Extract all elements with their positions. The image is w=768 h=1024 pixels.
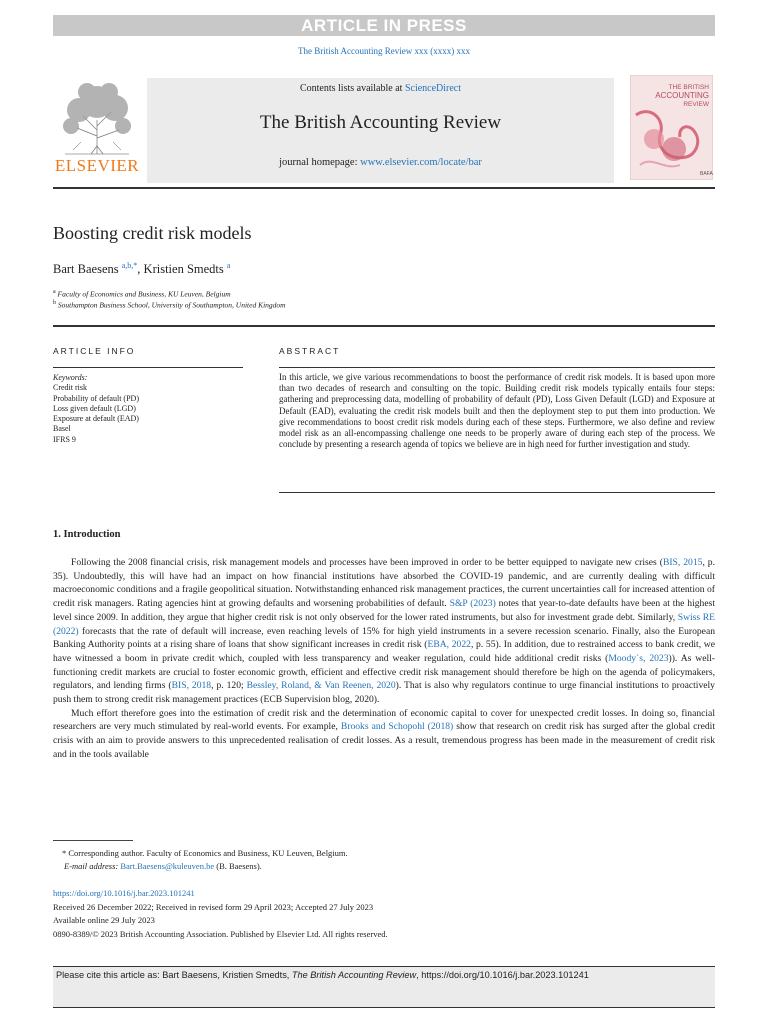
citation-text xyxy=(56,970,712,980)
keyword-item: Probability of default (PD) xyxy=(53,393,139,403)
homepage-prefix: journal homepage: xyxy=(279,157,361,168)
citation-link[interactable]: Swiss RE (2022) xyxy=(53,611,716,637)
cover-title-line1: THE BRITISH xyxy=(668,84,709,91)
available-online: Available online 29 July 2023 xyxy=(53,915,155,925)
abstract-heading: ABSTRACT xyxy=(279,346,341,356)
affiliation-a xyxy=(53,289,231,299)
paragraph-text: ). That is also why regulators continue to urge financial institutions to proactively push them to strong credit risk management practices (ECB Supervision blog, 2020). xyxy=(53,680,715,706)
affiliation-mark: b xyxy=(53,300,56,306)
copyright-line: 0890-8389/© 2023 British Accounting Association. Published by Elsevier Ltd. All rights reserved. xyxy=(53,929,388,939)
affiliation-text: Faculty of Economics and Business, KU Leuven, Belgium xyxy=(57,289,231,299)
contents-line xyxy=(147,83,614,94)
affiliation-mark: a xyxy=(53,289,56,295)
footnote-rule xyxy=(53,840,133,841)
cover-title-line2: ACCOUNTING xyxy=(655,91,709,100)
paragraph-text: Following the 2008 financial crisis, risk management models and processes have been improved in order to be better equipped to navigate new crises ( xyxy=(71,557,663,568)
author-name[interactable]: Kristien Smedts xyxy=(143,262,224,277)
author-affiliation-marks[interactable]: a,b,* xyxy=(121,261,138,270)
article-in-press-banner: ARTICLE IN PRESS xyxy=(53,15,715,36)
abstract-rule xyxy=(279,367,715,368)
author-name[interactable]: Bart Baesens xyxy=(53,262,119,277)
paragraph-text: notes that year-to-date defaults have been at the highest level since 2009. In addition, they argue that higher credit risk is not only observed for the lower rated instruments, but also for investment grade debt. Similarly, xyxy=(53,598,715,623)
paragraph-text: show that research on credit risk has surged after the global credit crisis with an aim to provide answers to this unprecedented realisation of credit losses. As a result, tremendous progress has been made in the measurement of credit risk and in the tools available xyxy=(53,721,715,760)
author-separator: , xyxy=(137,262,144,277)
paragraph xyxy=(53,556,715,707)
author-list xyxy=(53,261,230,277)
footnote-text: Corresponding author. Faculty of Economics and Business, KU Leuven, Belgium. xyxy=(68,848,348,858)
journal-reference-link[interactable]: The British Accounting Review xxx (xxxx) xxx xyxy=(298,46,470,56)
affiliation-b xyxy=(53,300,286,310)
doi-link[interactable]: https://doi.org/10.1016/j.bar.2023.101241 xyxy=(53,888,195,898)
email-label: E-mail address: xyxy=(64,861,119,871)
paragraph-text: , p. 35). Undoubtedly, this will have had an impact on how financial institutions have absorbed the COVID-19 pandemic, and are currently dealing with difficult macroeconomic conditions and a fragile geopolitical situation. Notwithstanding enhanced risk management practices, the current uncertainties call for increased attention of credit risk managers. Rating agencies hint at growing defaults and worsening probabilities of default. xyxy=(53,557,716,610)
sciencedirect-link[interactable]: ScienceDirect xyxy=(404,83,462,94)
contents-prefix: Contents lists available at xyxy=(299,83,405,94)
keyword-item: Loss given default (LGD) xyxy=(53,403,136,413)
keyword-item: Credit risk xyxy=(53,383,87,393)
keywords-block xyxy=(53,373,243,445)
paragraph-text: Much effort therefore goes into the estimation of credit risk and the determination of economic capital to cover for unexpected credit losses. In doing so, financial researchers are very much stimulated by real-world events. For example, xyxy=(53,707,715,733)
introduction-heading: 1. Introduction xyxy=(53,529,121,540)
citation-link[interactable]: BIS, 2015 xyxy=(662,557,703,568)
citation-link[interactable]: BIS, 2018 xyxy=(171,680,212,692)
citation-link[interactable]: Bessley, Roland, & Van Reenen, 2020 xyxy=(246,680,396,692)
citation-link[interactable]: EBA, 2022 xyxy=(427,639,471,651)
corresponding-author-note xyxy=(62,848,348,858)
affiliation-text: Southampton Business School, University of Southampton, United Kingdom xyxy=(57,300,286,310)
keyword-item: Basel xyxy=(53,424,71,434)
paragraph xyxy=(53,707,715,762)
homepage-line xyxy=(147,157,614,168)
paragraph-text: )). As well-functioning credit markets are crucial to foster economic growth, efficient and effective credit risk management should therefore be high on the agenda of policymakers, regulators, and lending firms ( xyxy=(53,652,715,692)
abstract-bottom-rule xyxy=(279,492,715,493)
section-rule xyxy=(53,325,715,327)
journal-title: The British Accounting Review xyxy=(259,112,502,133)
email-suffix: (B. Baesens). xyxy=(216,861,262,871)
homepage-link[interactable]: www.elsevier.com/locate/bar xyxy=(360,157,482,168)
received-dates: Received 26 December 2022; Received in revised form 29 April 2023; Accepted 27 July 2023 xyxy=(53,902,374,912)
introduction-body xyxy=(53,556,715,762)
cover-title-line3: REVIEW xyxy=(683,101,709,108)
citation-link[interactable]: S&P (2023) xyxy=(449,598,496,610)
keyword-item: IFRS 9 xyxy=(53,434,76,444)
elsevier-tree-icon xyxy=(53,80,141,156)
cover-badge: BAFA xyxy=(700,171,713,177)
journal-header-box xyxy=(147,78,614,183)
article-title: Boosting credit risk models xyxy=(53,223,252,243)
citation-box xyxy=(53,966,715,1008)
journal-cover-image xyxy=(630,75,713,180)
header-rule xyxy=(53,187,715,189)
elsevier-logo xyxy=(53,80,141,175)
article-info-heading: ARTICLE INFO xyxy=(53,346,136,356)
article-info-rule xyxy=(53,367,243,368)
citation-link[interactable]: Brooks and Schopohl (2018) xyxy=(340,721,454,733)
elsevier-wordmark: ELSEVIER xyxy=(54,156,140,175)
citation-journal: The British Accounting Review xyxy=(291,970,417,980)
keyword-item: Exposure at default (EAD) xyxy=(53,414,139,424)
keywords-label: Keywords: xyxy=(53,373,88,382)
email-link[interactable]: Bart.Baesens@kuleuven.be xyxy=(120,861,215,871)
paragraph-text: , p. 120; xyxy=(211,680,247,692)
paragraph-text: forecasts that the rate of default will increase, even reaching levels of 15% for high yield instruments in a severe recession scenario. Finally, also the European Banking Authority points at a rising share of loans that show significant increases in credit risk ( xyxy=(53,625,715,651)
paragraph-text: , p. 55). In addition, due to restrained access to bank credit, we have witnessed a boom in private credit which, coupled with less transparency and weaker regulation, could hide additional credit risks ( xyxy=(53,639,715,664)
footnote-mark: * xyxy=(62,848,67,858)
citation-link[interactable]: Moody`s, 2023 xyxy=(608,652,669,664)
citation-prefix: Please cite this article as: Bart Baesens, Kristien Smedts, xyxy=(56,970,292,980)
author-affiliation-marks[interactable]: a xyxy=(226,261,231,270)
abstract-text: In this article, we give various recommendations to boost the performance of credit risk models. It is based upon more than two decades of research and consulting on the topic. Building credit risk models typically entails four steps: gathering and preprocessing data, modelling of probability of default (PD), Loss Given Default (LGD) and Exposure at Default (EAD), evaluating the credit risk models built and then the deployment step to put them into production. We give recommendations to boost credit risk models during each of these steps. Furthermore, we also define and review model risk as an all-encompassing challenge one needs to be properly aware of during each step of the process. We conclude by presenting a research agenda of topics we believe are in high need for further investigation and study. xyxy=(279,372,715,450)
citation-suffix: , https://doi.org/10.1016/j.bar.2023.101241 xyxy=(416,970,589,980)
email-note xyxy=(64,861,262,871)
